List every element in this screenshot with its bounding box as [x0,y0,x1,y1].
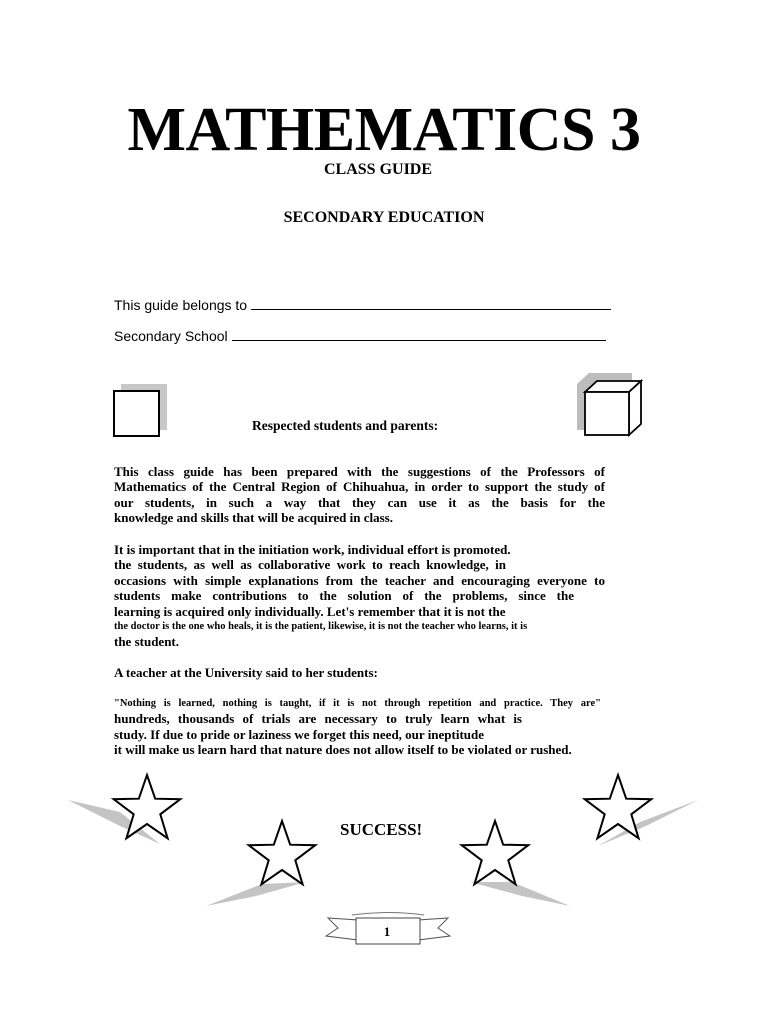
text-line: "Nothing is learned, nothing is taught, if it is not through repetition and practice. They are" [114,698,601,709]
school-field [114,326,606,344]
text-line: the doctor is the one who heals, it is the patient, likewise, it is not the teacher who learns, it is [114,621,528,633]
page-number: 1 [383,924,391,939]
education-level: SECONDARY EDUCATION [283,209,485,226]
closing-text: SUCCESS! [340,820,423,839]
text-line: Mathematics of the Central Region of Chihuahua, in order to support the study of [114,479,605,495]
text-line: our students, in such a way that they can use it as the basis for the [114,494,605,510]
text-line: knowledge and skills that will be acquired in class. [114,510,393,526]
text-line: the students, as well as collaborative work to reach knowledge, in [114,557,506,573]
teacher-intro: A teacher at the University said to her students: [114,665,378,680]
text-line: the student. [114,634,180,650]
method-paragraph [114,542,605,650]
school-label: Secondary School [114,328,228,344]
school-blank-line [232,326,606,341]
owner-field [114,295,611,313]
text-line: it will make us learn hard that nature does not allow itself to be violated or rushed. [114,742,572,758]
text-line: learning is acquired only individually. Let's remember that it is not the [114,603,506,619]
document-title: MATHEMATICS 3 [127,96,641,164]
star-icon [462,821,529,884]
text-line: occasions with simple explanations from the teacher and encouraging everyone to [114,572,605,588]
owner-label: This guide belongs to [114,297,248,313]
star-trail [470,882,570,906]
cube-icon [574,370,646,440]
star-icon [249,821,316,884]
greeting: Respected students and parents: [252,418,439,433]
square-icon [110,382,172,440]
owner-blank-line [251,295,611,310]
text-line: It is important that in the initiation work, individual effort is promoted. [114,542,511,557]
document-subtitle: CLASS GUIDE [323,161,433,178]
text-line: students make contributions to the solution of the problems, since the [114,588,574,604]
intro-paragraph [114,464,605,526]
star-icon [114,775,181,838]
star-trail [206,882,306,906]
text-line: study. If due to pride or laziness we forget this need, our ineptitude [114,726,485,742]
text-line: hundreds, thousands of trials are necessary to truly learn what is [114,711,522,727]
quote-block [114,696,605,758]
text-line: This class guide has been prepared with the suggestions of the Professors of [114,464,605,479]
star-icon [585,775,652,838]
